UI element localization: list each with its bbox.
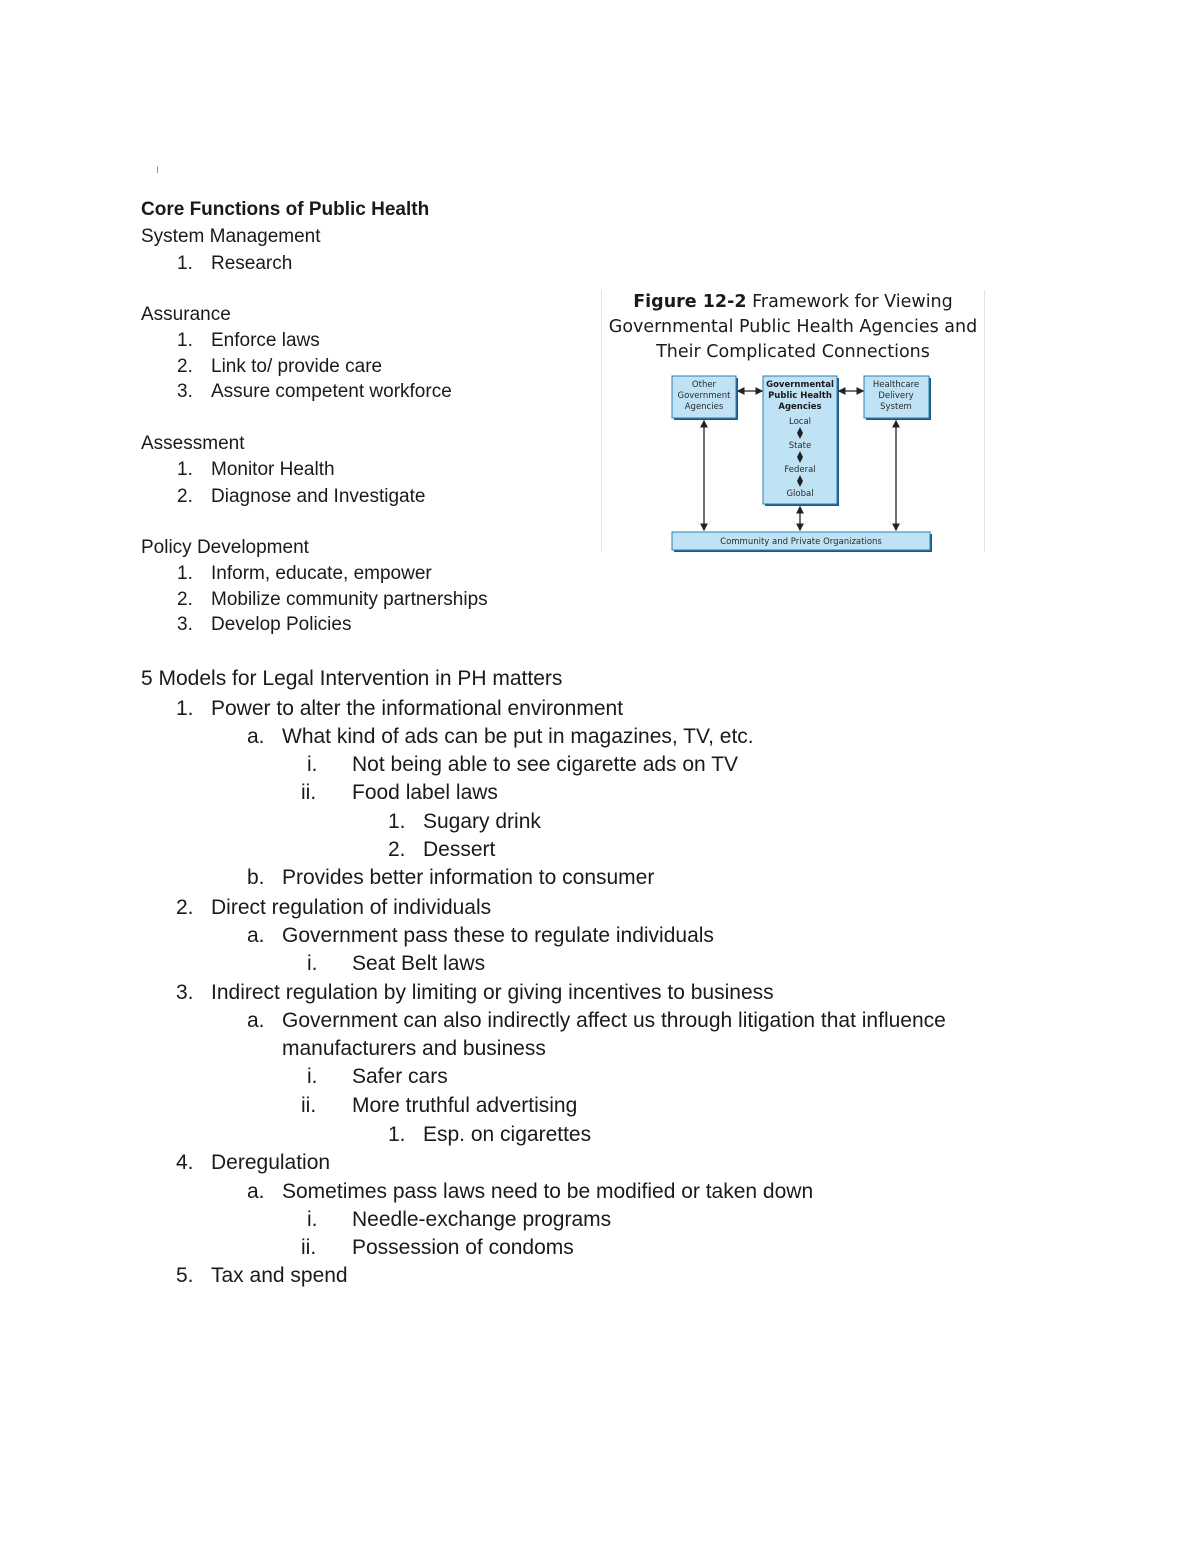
list-number: 2. [177,486,193,507]
models-heading: 5 Models for Legal Intervention in PH matters [141,667,563,690]
other-box-line: Government [677,391,731,401]
list-roman: ii. [301,1236,317,1259]
list-item: Tax and spend [211,1264,348,1287]
gov-box-line: Public Health [768,391,832,401]
other-box-line: Agencies [684,402,724,412]
list-number: 5. [176,1264,194,1287]
figure-12-2 [601,290,985,552]
list-number: 1. [388,810,406,833]
list-item: Power to alter the informational environment [211,697,624,720]
list-item: Mobilize community partnerships [211,589,488,610]
list-roman: i. [307,952,318,975]
figure-title-line1: Framework for Viewing [746,292,953,312]
list-number: 1. [177,459,193,480]
page-mark [157,166,158,173]
list-letter: a. [247,924,265,947]
list-item: Needle-exchange programs [352,1208,612,1231]
list-number: 2. [388,838,406,861]
list-letter: a. [247,725,265,748]
level-federal: Federal [784,465,816,475]
list-number: 3. [177,614,193,635]
list-item: Government pass these to regulate individuals [282,924,714,947]
list-item: More truthful advertising [352,1094,578,1117]
list-item: Government can also indirectly affect us through litigation that influence [282,1009,946,1032]
list-item: Seat Belt laws [352,952,486,975]
list-item: Assure competent workforce [211,381,452,402]
list-number: 3. [176,981,194,1004]
bottom-box-label: Community and Private Organizations [720,537,882,547]
list-letter: b. [247,866,265,889]
list-number: 1. [388,1123,406,1146]
assurance-heading: Assurance [141,304,231,325]
list-roman: i. [307,1208,318,1231]
list-item: Dessert [423,838,496,861]
list-number: 1. [177,563,193,584]
gov-box-line: Agencies [778,402,822,412]
list-number: 2. [176,896,194,919]
list-item: Safer cars [352,1065,448,1088]
list-item: Indirect regulation by limiting or giving incentives to business [211,981,774,1004]
framework-diagram [601,290,985,552]
gov-box-line: Governmental [766,380,834,390]
list-item: Deregulation [211,1151,331,1174]
list-item: Possession of condoms [352,1236,574,1259]
list-number: 3. [177,381,193,402]
list-number: 1. [177,330,193,351]
list-number: 1. [176,697,194,720]
list-item: Develop Policies [211,614,352,635]
list-letter: a. [247,1180,265,1203]
level-global: Global [786,489,814,499]
level-local: Local [788,417,812,427]
list-letter: a. [247,1009,265,1032]
health-box-line: Healthcare [872,380,920,390]
list-item: Esp. on cigarettes [423,1123,592,1146]
level-state: State [788,441,812,451]
list-roman: ii. [301,781,317,804]
list-number: 2. [177,589,193,610]
list-item: Enforce laws [211,330,320,351]
list-item: Direct regulation of individuals [211,896,492,919]
section-title: Core Functions of Public Health [141,199,430,220]
list-item: Research [211,253,293,274]
list-item: Diagnose and Investigate [211,486,426,507]
list-number: 1. [177,253,193,274]
policy-heading: Policy Development [141,537,309,558]
list-item: Sometimes pass laws need to be modified or taken down [282,1180,814,1203]
list-item: Food label laws [352,781,498,804]
health-box-line: Delivery [878,391,914,401]
figure-title-line2: Governmental Public Health Agencies and [608,317,978,337]
system-management-heading: System Management [141,226,321,247]
list-roman: ii. [301,1094,317,1117]
list-item: Sugary drink [423,810,541,833]
list-item-continued: manufacturers and business [282,1037,546,1060]
list-item: Provides better information to consumer [282,866,655,889]
list-item: Inform, educate, empower [211,563,432,584]
list-item: Link to/ provide care [211,356,383,377]
list-number: 4. [176,1151,194,1174]
list-number: 2. [177,356,193,377]
list-item: What kind of ads can be put in magazines, TV, etc. [282,725,754,748]
assessment-heading: Assessment [141,433,245,454]
list-roman: i. [307,1065,318,1088]
figure-title-line3: Their Complicated Connections [656,342,930,362]
health-box-line: System [880,402,912,412]
list-item: Not being able to see cigarette ads on TV [352,753,739,776]
list-item: Monitor Health [211,459,335,480]
list-roman: i. [307,753,318,776]
other-box-line: Other [691,380,717,390]
figure-label: Figure 12-2 [633,292,747,312]
